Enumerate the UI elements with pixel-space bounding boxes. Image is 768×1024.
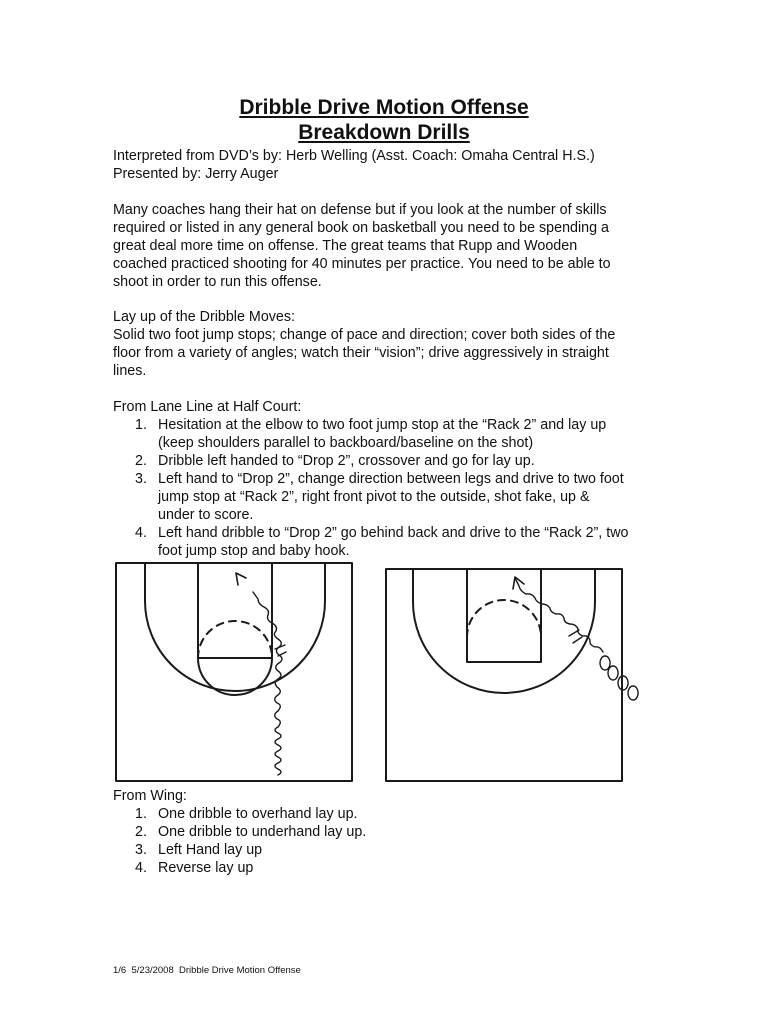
- arrow-head: [236, 573, 246, 585]
- list-number: 3.: [135, 842, 147, 858]
- free-throw-circle-dashed: [467, 600, 541, 637]
- list-item: [113, 524, 673, 560]
- list-number: 2.: [135, 824, 147, 840]
- layup-heading: Lay up of the Dribble Moves:: [113, 309, 295, 325]
- list-item: [113, 805, 673, 823]
- list-item-text: jump stop at “Rack 2”, right front pivot to the outside, shot fake, up &: [158, 489, 590, 505]
- credits-presented: Presented by: Jerry Auger: [113, 166, 279, 182]
- free-throw-lane: [198, 563, 272, 658]
- list-item-text: Hesitation at the elbow to two foot jump stop at the “Rack 2” and lay up: [158, 417, 607, 433]
- layup-line: lines.: [113, 363, 147, 379]
- court-diagram-elbow-drill: [115, 561, 355, 783]
- list-number: 4.: [135, 525, 147, 541]
- list-number: 3.: [135, 471, 147, 487]
- list-item: [113, 416, 673, 452]
- list-item: [113, 470, 673, 524]
- intro-line: Many coaches hang their hat on defense but if you look at the number of skills: [113, 202, 607, 218]
- court-boundary: [116, 563, 352, 781]
- intro-line: great deal more time on offense. The great teams that Rupp and Wooden: [113, 238, 578, 254]
- document-title: Dribble Drive Motion Offense: [239, 96, 529, 119]
- dribble-path: [253, 592, 282, 775]
- intro-line: required or listed in any general book on basketball you need to be spending a: [113, 220, 609, 236]
- list-number: 1.: [135, 417, 147, 433]
- layup-line: floor from a variety of angles; watch their “vision”; drive aggressively in straight: [113, 345, 609, 361]
- list-item-text: (keep shoulders parallel to backboard/baseline on the shot): [158, 435, 534, 451]
- list-item-text: foot jump stop and baby hook.: [158, 543, 350, 559]
- list-item: [113, 841, 673, 859]
- list-item-text: Dribble left handed to “Drop 2”, crossover and go for lay up.: [158, 453, 535, 469]
- intro-line: coached practiced shooting for 40 minutes per practice. You need to be able to: [113, 256, 611, 272]
- lane-drill-list: [113, 416, 673, 560]
- court-diagram-drop-drill: [385, 568, 645, 784]
- list-item: [113, 859, 673, 877]
- list-number: 1.: [135, 806, 147, 822]
- dribble-path: [515, 578, 603, 652]
- lane-heading: From Lane Line at Half Court:: [113, 399, 302, 415]
- list-item-text: One dribble to overhand lay up.: [158, 806, 358, 822]
- free-throw-circle-solid: [198, 658, 272, 695]
- free-throw-lane: [467, 569, 541, 662]
- list-number: 4.: [135, 860, 147, 876]
- three-point-arc: [145, 563, 325, 691]
- list-item: [113, 452, 673, 470]
- three-point-arc: [413, 569, 595, 693]
- intro-line: shoot in order to run this offense.: [113, 274, 322, 290]
- wing-heading: From Wing:: [113, 788, 187, 804]
- free-throw-circle-dashed: [198, 621, 272, 658]
- wing-drill-list: [113, 805, 673, 877]
- list-item-text: Left Hand lay up: [158, 842, 263, 858]
- list-item-text: under to score.: [158, 507, 254, 523]
- list-item-text: Left hand to “Drop 2”, change direction between legs and drive to two foot: [158, 471, 624, 487]
- dribble-loops: [600, 656, 638, 700]
- list-number: 2.: [135, 453, 147, 469]
- document-subtitle: Breakdown Drills: [298, 121, 470, 144]
- page-footer: 1/6 5/23/2008 Dribble Drive Motion Offense: [113, 965, 301, 976]
- arrow-head: [513, 577, 524, 589]
- list-item: [113, 823, 673, 841]
- credits-interpreted: Interpreted from DVD’s by: Herb Welling (Asst. Coach: Omaha Central H.S.): [113, 148, 595, 164]
- jump-stop-mark: [569, 630, 582, 643]
- layup-line: Solid two foot jump stops; change of pace and direction; cover both sides of the: [113, 327, 616, 343]
- list-item-text: Left hand dribble to “Drop 2” go behind back and drive to the “Rack 2”, two: [158, 525, 629, 541]
- list-item-text: One dribble to underhand lay up.: [158, 824, 367, 840]
- list-item-text: Reverse lay up: [158, 860, 254, 876]
